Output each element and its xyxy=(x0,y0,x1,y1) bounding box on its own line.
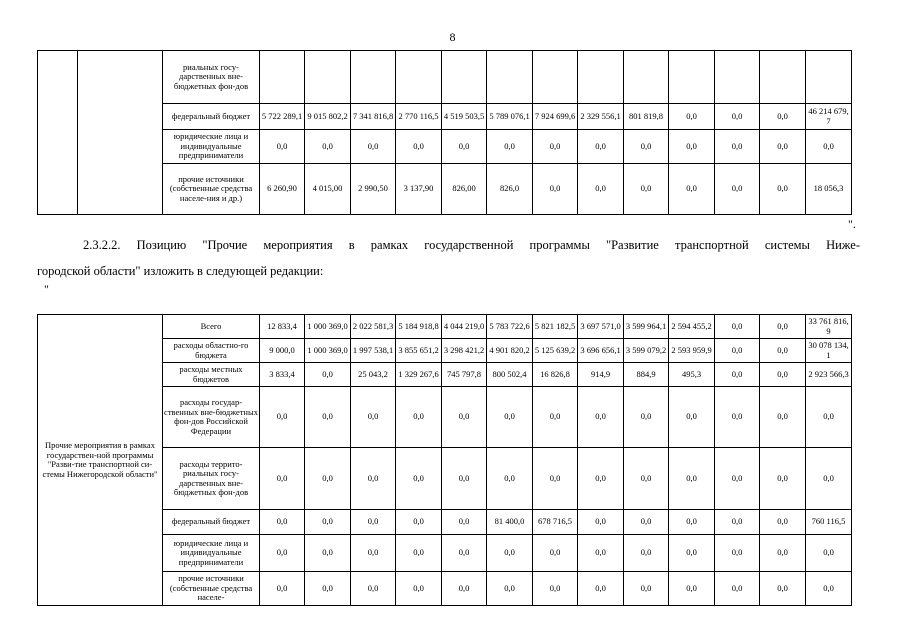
value-cell: 4 015,00 xyxy=(305,164,351,215)
value-cell: 1 329 267,6 xyxy=(396,363,442,387)
value-cell: 0,0 xyxy=(533,387,578,448)
value-cell: 0,0 xyxy=(533,130,578,164)
value-cell: 3 697 571,0 xyxy=(578,315,624,339)
value-cell: 0,0 xyxy=(351,535,396,572)
value-cell: 25 043,2 xyxy=(351,363,396,387)
value-cell: 6 260,90 xyxy=(260,164,305,215)
value-cell: 0,0 xyxy=(760,339,806,363)
value-cell: 0,0 xyxy=(624,510,669,535)
value-cell: 12 833,4 xyxy=(260,315,305,339)
number-cell xyxy=(38,51,78,215)
value-cell: 5 184 918,8 xyxy=(396,315,442,339)
value-cell: 0,0 xyxy=(305,572,351,606)
value-cell: 0,0 xyxy=(487,130,533,164)
value-cell: 0,0 xyxy=(442,130,487,164)
value-cell: 2 990,50 xyxy=(351,164,396,215)
value-cell: 0,0 xyxy=(260,510,305,535)
value-cell: 0,0 xyxy=(715,130,760,164)
value-cell: 0,0 xyxy=(396,535,442,572)
value-cell: 0,0 xyxy=(260,387,305,448)
value-cell: 0,0 xyxy=(669,104,715,130)
value-cell: 0,0 xyxy=(578,387,624,448)
value-cell: 0,0 xyxy=(305,387,351,448)
value-cell: 2 329 556,1 xyxy=(578,104,624,130)
value-cell: 0,0 xyxy=(442,535,487,572)
value-cell: 33 761 816,9 xyxy=(806,315,852,339)
value-cell: 0,0 xyxy=(760,387,806,448)
source-cell: прочие источники (собственные средства населе-ния и др.) xyxy=(163,164,260,215)
closing-quote: ". xyxy=(848,217,856,231)
value-cell xyxy=(396,51,442,104)
value-cell: 0,0 xyxy=(624,448,669,510)
value-cell: 0,0 xyxy=(760,535,806,572)
value-cell: 0,0 xyxy=(624,130,669,164)
amendment-paragraph-line-2: городской области" изложить в следующей редакции: xyxy=(37,264,324,278)
value-cell: 5 789 076,1 xyxy=(487,104,533,130)
value-cell: 0,0 xyxy=(578,510,624,535)
value-cell: 0,0 xyxy=(760,363,806,387)
value-cell: 800 502,4 xyxy=(487,363,533,387)
value-cell: 0,0 xyxy=(760,164,806,215)
value-cell: 5 722 289,1 xyxy=(260,104,305,130)
value-cell: 3 833,4 xyxy=(260,363,305,387)
opening-quote: " xyxy=(44,282,49,296)
value-cell: 0,0 xyxy=(715,315,760,339)
value-cell: 5 821 182,5 xyxy=(533,315,578,339)
value-cell: 0,0 xyxy=(487,535,533,572)
value-cell: 0,0 xyxy=(487,448,533,510)
value-cell: 0,0 xyxy=(806,535,852,572)
value-cell: 0,0 xyxy=(669,448,715,510)
value-cell xyxy=(260,51,305,104)
value-cell: 2 770 116,5 xyxy=(396,104,442,130)
financing-table-continued xyxy=(37,50,852,215)
value-cell: 0,0 xyxy=(305,535,351,572)
value-cell xyxy=(715,51,760,104)
value-cell: 0,0 xyxy=(533,164,578,215)
program-cell xyxy=(78,51,163,215)
value-cell: 0,0 xyxy=(715,339,760,363)
value-cell: 3 599 964,1 xyxy=(624,315,669,339)
value-cell: 0,0 xyxy=(487,572,533,606)
source-cell: расходы государ-ственных вне-бюджетных фон-дов Российской Федерации xyxy=(163,387,260,448)
value-cell: 0,0 xyxy=(624,572,669,606)
source-cell: риальных госу-дарственных вне-бюджетных фон-дов xyxy=(163,51,260,104)
value-cell: 0,0 xyxy=(715,535,760,572)
value-cell: 0,0 xyxy=(715,448,760,510)
value-cell: 2 923 566,3 xyxy=(806,363,852,387)
value-cell: 0,0 xyxy=(442,572,487,606)
value-cell: 0,0 xyxy=(305,363,351,387)
value-cell: 0,0 xyxy=(669,164,715,215)
value-cell: 0,0 xyxy=(806,448,852,510)
value-cell: 0,0 xyxy=(442,448,487,510)
value-cell: 0,0 xyxy=(260,130,305,164)
value-cell: 30 078 134,1 xyxy=(806,339,852,363)
value-cell xyxy=(487,51,533,104)
value-cell xyxy=(760,51,806,104)
value-cell xyxy=(442,51,487,104)
value-cell: 0,0 xyxy=(715,164,760,215)
value-cell: 801 819,8 xyxy=(624,104,669,130)
value-cell: 0,0 xyxy=(442,387,487,448)
value-cell: 0,0 xyxy=(578,535,624,572)
value-cell: 3 599 079,2 xyxy=(624,339,669,363)
value-cell: 914,9 xyxy=(578,363,624,387)
value-cell: 0,0 xyxy=(669,510,715,535)
value-cell xyxy=(578,51,624,104)
value-cell: 0,0 xyxy=(305,130,351,164)
source-cell: расходы местных бюджетов xyxy=(163,363,260,387)
value-cell: 1 000 369,0 xyxy=(305,339,351,363)
source-cell: прочие источники (собственные средства населе- xyxy=(163,572,260,606)
value-cell: 0,0 xyxy=(669,535,715,572)
value-cell: 1 000 369,0 xyxy=(305,315,351,339)
program-name-cell: Прочие мероприятия в рамках государствен-ной программы "Разви-тие транспортной си-стемы Нижегородской области" xyxy=(38,315,163,606)
value-cell: 4 901 820,2 xyxy=(487,339,533,363)
value-cell: 0,0 xyxy=(760,572,806,606)
value-cell: 0,0 xyxy=(806,387,852,448)
value-cell: 0,0 xyxy=(715,387,760,448)
value-cell: 3 298 421,2 xyxy=(442,339,487,363)
value-cell: 0,0 xyxy=(806,572,852,606)
value-cell: 18 056,3 xyxy=(806,164,852,215)
value-cell: 0,0 xyxy=(760,510,806,535)
value-cell: 0,0 xyxy=(715,572,760,606)
source-cell: федеральный бюджет xyxy=(163,510,260,535)
value-cell: 0,0 xyxy=(533,572,578,606)
value-cell: 0,0 xyxy=(260,448,305,510)
value-cell: 0,0 xyxy=(351,510,396,535)
value-cell: 0,0 xyxy=(351,572,396,606)
value-cell xyxy=(806,51,852,104)
value-cell: 0,0 xyxy=(396,510,442,535)
value-cell xyxy=(305,51,351,104)
value-cell: 0,0 xyxy=(351,130,396,164)
value-cell: 7 924 699,6 xyxy=(533,104,578,130)
source-cell: расходы областно-го бюджета xyxy=(163,339,260,363)
source-cell: юридические лица и индивидуальные предприниматели xyxy=(163,130,260,164)
value-cell: 0,0 xyxy=(578,448,624,510)
value-cell: 826,0 xyxy=(487,164,533,215)
value-cell: 5 783 722,6 xyxy=(487,315,533,339)
value-cell: 2 594 455,2 xyxy=(669,315,715,339)
value-cell: 678 716,5 xyxy=(533,510,578,535)
value-cell: 0,0 xyxy=(760,104,806,130)
value-cell: 0,0 xyxy=(396,387,442,448)
value-cell xyxy=(624,51,669,104)
value-cell: 0,0 xyxy=(669,572,715,606)
table-row xyxy=(38,51,852,104)
value-cell: 0,0 xyxy=(760,130,806,164)
value-cell: 0,0 xyxy=(624,535,669,572)
value-cell: 0,0 xyxy=(669,387,715,448)
amendment-paragraph-line-1: 2.3.2.2. Позицию "Прочие мероприятия в рамках государственной программы "Развитие транспортной системы Ниже- xyxy=(83,238,860,252)
value-cell: 0,0 xyxy=(260,535,305,572)
value-cell: 0,0 xyxy=(396,448,442,510)
value-cell: 0,0 xyxy=(760,315,806,339)
value-cell: 1 997 538,1 xyxy=(351,339,396,363)
value-cell: 5 125 639,2 xyxy=(533,339,578,363)
value-cell: 3 855 651,2 xyxy=(396,339,442,363)
value-cell: 0,0 xyxy=(624,164,669,215)
table-row xyxy=(38,315,852,339)
value-cell: 0,0 xyxy=(442,510,487,535)
value-cell: 0,0 xyxy=(533,535,578,572)
value-cell: 884,9 xyxy=(624,363,669,387)
value-cell: 46 214 679,7 xyxy=(806,104,852,130)
page-number: 8 xyxy=(449,30,456,44)
value-cell: 0,0 xyxy=(533,448,578,510)
value-cell: 0,0 xyxy=(305,510,351,535)
value-cell: 0,0 xyxy=(396,130,442,164)
value-cell xyxy=(669,51,715,104)
value-cell: 826,00 xyxy=(442,164,487,215)
value-cell: 0,0 xyxy=(760,448,806,510)
value-cell: 0,0 xyxy=(715,510,760,535)
value-cell: 2 593 959,9 xyxy=(669,339,715,363)
value-cell: 0,0 xyxy=(305,448,351,510)
value-cell: 760 116,5 xyxy=(806,510,852,535)
value-cell: 7 341 816,8 xyxy=(351,104,396,130)
value-cell: 0,0 xyxy=(396,572,442,606)
source-cell: федеральный бюджет xyxy=(163,104,260,130)
value-cell: 4 519 503,5 xyxy=(442,104,487,130)
value-cell: 0,0 xyxy=(715,363,760,387)
value-cell: 16 826,8 xyxy=(533,363,578,387)
value-cell: 9 000,0 xyxy=(260,339,305,363)
value-cell: 0,0 xyxy=(669,130,715,164)
value-cell: 0,0 xyxy=(624,387,669,448)
value-cell: 495,3 xyxy=(669,363,715,387)
source-cell: Всего xyxy=(163,315,260,339)
value-cell: 745 797,8 xyxy=(442,363,487,387)
value-cell: 9 015 802,2 xyxy=(305,104,351,130)
value-cell: 0,0 xyxy=(260,572,305,606)
value-cell: 0,0 xyxy=(578,164,624,215)
value-cell: 4 044 219,0 xyxy=(442,315,487,339)
value-cell: 2 022 581,3 xyxy=(351,315,396,339)
source-cell: юридические лица и индивидуальные предприниматели xyxy=(163,535,260,572)
value-cell: 0,0 xyxy=(715,104,760,130)
value-cell: 3 137,90 xyxy=(396,164,442,215)
value-cell xyxy=(351,51,396,104)
value-cell xyxy=(533,51,578,104)
value-cell: 0,0 xyxy=(806,130,852,164)
value-cell: 0,0 xyxy=(578,130,624,164)
value-cell: 3 696 656,1 xyxy=(578,339,624,363)
source-cell: расходы террито-риальных госу-дарственных вне-бюджетных фон-дов xyxy=(163,448,260,510)
value-cell: 0,0 xyxy=(351,448,396,510)
value-cell: 81 400,0 xyxy=(487,510,533,535)
value-cell: 0,0 xyxy=(351,387,396,448)
financing-table-new-edition xyxy=(37,314,852,606)
value-cell: 0,0 xyxy=(487,387,533,448)
value-cell: 0,0 xyxy=(578,572,624,606)
